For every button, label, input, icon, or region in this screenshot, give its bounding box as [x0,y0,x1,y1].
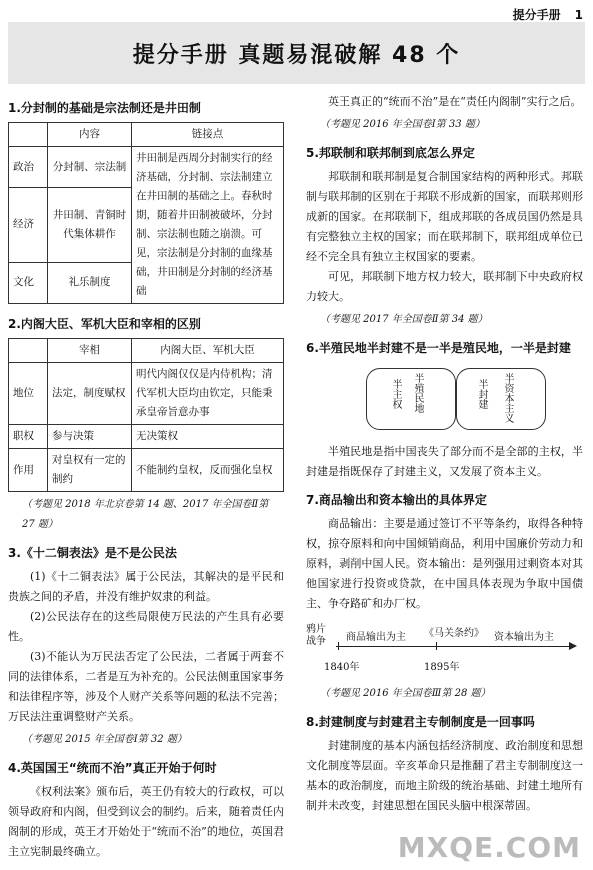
s1-link: 井田制是西周分封制实行的经济基础，分封制、宗法制建立在井田制的基础之上。春秋时期，随着井田制被破坏，分封制、宗法制也随之崩溃。可见，宗法制是分封制的血缘基础，井田制是分封制的经济基础 [132,147,284,304]
s2-row-b: 不能制约皇权，反而强化皇权 [132,449,284,492]
timeline-treaty-label: 《马关条约》 [424,628,484,639]
timeline-arrow-icon [569,642,577,650]
watermark-logo: MXQE.COM [397,831,581,864]
s6-para: 半殖民地是指中国丧失了部分而不是全部的主权，半封建是指既保存了封建主义，又发展了资本主义。 [306,445,583,478]
s3-para: (3)不能认为万民法否定了公民法，二者属于两套不同的法律体系，二者是互为补充的。公民法侧重国家事务和法律程序等，涉及个人财产关系等问题的私法不完善；万民法注重调整财产关系。 [8,650,284,723]
diagram-label-semi-capitalist: 半资本主义 [502,373,513,423]
s2-row-b: 无决策权 [132,425,284,449]
s7-ref: （考题见 2016 年全国卷Ⅲ第 28 题） [320,688,491,699]
s1-title: 1.分封制的基础是宗法制还是井田制 [8,101,201,115]
s2-row-a: 参与决策 [48,425,132,449]
s3-ref: （考题见 2015 年全国卷Ⅰ第 32 题） [22,734,187,745]
diagram-box-right [456,368,546,430]
s1-row-label: 经济 [9,188,48,262]
trade-timeline [306,618,583,680]
timeline-tick-1895 [436,642,437,650]
s2-table [8,338,284,492]
s7-para: 商品输出：主要是通过签订不平等条约，取得各种特权，掠夺原料和向中国倾销商品，利用中国廉价劳动力和原料，剥削中国人民。资本输出：是列强用过剩资本对其他国家进行投资或贷款，在中国具体表现为争取中国债主、争夺路矿和办厂权。 [306,517,583,610]
banner-title: 提分手册 真题易混破解 48 个 [132,42,461,68]
s1-table [8,122,284,304]
right-column [306,92,583,816]
s2-row-label: 地位 [9,363,48,425]
timeline-year-1895: 1895年 [424,662,460,673]
left-column [8,92,284,862]
s4-para-cont: 英王真正的“统而不治”是在“责任内阁制”实行之后。 [328,95,582,108]
s5-ref: （考题见 2017 年全国卷Ⅱ第 34 题） [320,314,488,325]
s6-title: 6.半殖民地半封建不是一半是殖民地，一半是封建 [306,341,571,355]
s1-head-2: 链接点 [132,123,284,147]
timeline-seg2-label: 资本输出为主 [494,632,554,643]
s2-head-1: 宰相 [48,339,132,363]
s1-row-label: 文化 [9,262,48,303]
s1-row-label: 政治 [9,147,48,188]
s4-para: 《权利法案》颁布后，英王仍有较大的行政权，可以领导政府和内阁，但受到议会的制约。后来，随着责任内阁制的形成，英王才开始处于“统而不治”的地位，英国君主立宪制最终确立。 [8,785,284,858]
title-banner [8,22,585,84]
s4-title: 4.英国国王“统而不治”真正开始于何时 [8,761,217,775]
s1-head-1: 内容 [48,123,132,147]
s7-title: 7.商品输出和资本输出的具体界定 [306,493,487,507]
s4-ref: （考题见 2016 年全国卷Ⅰ第 33 题） [320,119,485,130]
page-number: 1 [574,8,583,22]
s2-head-2: 内阁大臣、军机大臣 [132,339,284,363]
s1-head-0 [9,123,48,147]
diagram-label-semi-feudal: 半封建 [476,379,487,409]
diagram-box-left [366,368,456,430]
page-header [513,6,583,23]
s2-row-b: 明代内阁仅仅是内侍机构；清代军机大臣均由钦定，只能秉承皇帝旨意办事 [132,363,284,425]
s3-title: 3.《十二铜表法》是不是公民法 [8,546,177,560]
s3-para: (2)公民法存在的这些局限使万民法的产生具有必要性。 [8,610,284,643]
s1-row-content: 礼乐制度 [48,262,132,303]
s1-row-content: 井田制、青铜时代集体耕作 [48,188,132,262]
timeline-year-1840: 1840年 [324,662,360,673]
s2-row-a: 法定，制度赋权 [48,363,132,425]
s5-para: 可见，邦联制下地方权力较大，联邦制下中央政府权力较大。 [306,270,583,303]
diagram-label-semi-colony: 半殖民地 [412,373,423,413]
s2-row-label: 职权 [9,425,48,449]
timeline-axis [336,646,573,647]
s2-ref: （考题见 2018 年北京卷第 14 题、2017 年全国卷Ⅱ第 27 题） [22,499,269,530]
s2-title: 2.内阁大臣、军机大臣和宰相的区别 [8,317,201,331]
s5-title: 5.邦联制和联邦制到底怎么界定 [306,146,475,160]
s3-para: (1)《十二铜表法》属于公民法，其解决的是平民和贵族之间的矛盾，并没有维护奴隶的利益。 [8,570,284,603]
s2-head-0 [9,339,48,363]
diagram-label-semi-sovereignty: 半主权 [390,379,401,409]
s5-para: 邦联制和联邦制是复合制国家结构的两种形式。邦联制与联邦制的区别在于邦联不形成新的国家，而联邦则形成新的国家。在邦联制下，组成邦联的各成员国仍然是具有完整独立主权的国家；而在联邦制下，联邦组成单位已经不完全具有独立主权国家的要素。 [306,170,583,263]
s1-row-content: 分封制、宗法制 [48,147,132,188]
s8-para: 封建制度的基本内涵包括经济制度、政治制度和思想文化制度等层面。辛亥革命只是推翻了君主专制制度这一基本的政治制度，而地主阶级的统治基础、封建土地所有制并未改变，封建思想在国民头脑中根深蒂固。 [306,739,583,812]
s8-title: 8.封建制度与封建君主专制制度是一回事吗 [306,715,535,729]
timeline-tick-1840 [338,642,339,650]
semi-colonial-diagram [306,364,583,434]
timeline-seg1-label: 商品输出为主 [346,632,406,643]
header-section: 提分手册 [512,8,561,22]
s2-row-label: 作用 [9,449,48,492]
timeline-war-label: 鸦片战争 [306,624,326,647]
s2-row-a: 对皇权有一定的制约 [48,449,132,492]
